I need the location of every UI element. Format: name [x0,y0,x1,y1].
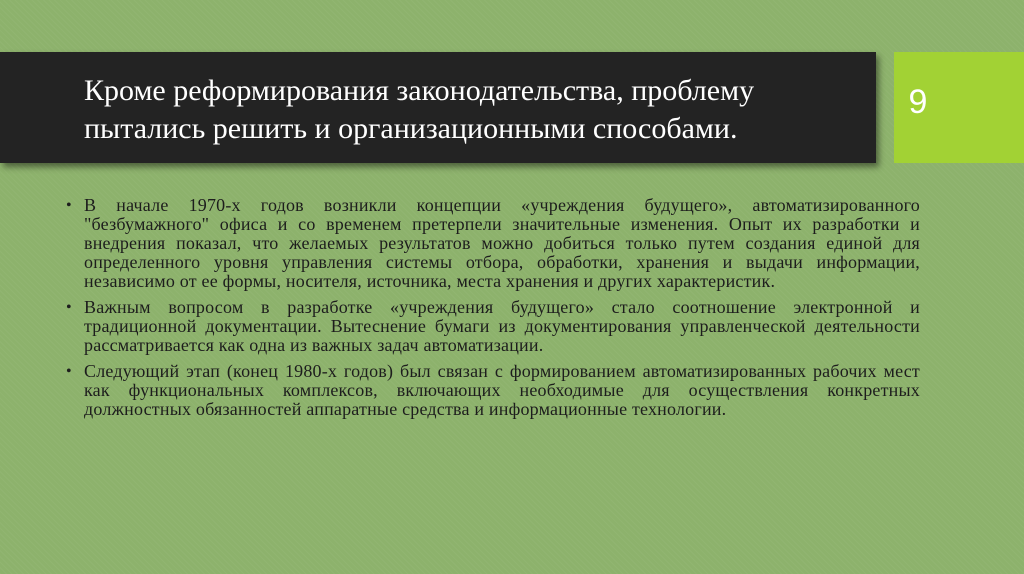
bullet-text: В начале 1970-х годов возникли концепции «учреждения будущего», автоматизированного "безбумажного" офиса и со временем претерпели значительные изменения. Опыт их разработки и внедрения показал, что желаемых результатов можно добиться только путем создания единой для определенного уровня управления системы отбора, обработки, хранения и выдачи информации, независимо от ее формы, носителя, источника, места хранения и других характеристик. [84,195,920,291]
bullet-list [64,196,920,426]
slide-title: Кроме реформирования законодательства, проблему пытались решить и организационными способами. [84,74,755,145]
list-item [64,362,920,419]
bullet-icon: • [66,197,72,214]
bullet-icon: • [66,299,72,316]
slide-number: 9 [908,83,928,121]
list-item [64,298,920,355]
bullet-text: Следующий этап (конец 1980-х годов) был связан с формированием автоматизированных рабочих мест как функциональных комплексов, включающих необходимые для осуществления конкретных должностных обязанностей аппаратные средства и информационные технологии. [84,361,920,419]
title-bar [0,52,876,163]
bullet-icon: • [66,363,72,380]
slide-number-box [894,52,1024,163]
bullet-text: Важным вопросом в разработке «учреждения будущего» стало соотношение электронной и традиционной документации. Вытеснение бумаги из документирования управленческой деятельности рассматривается как одна из важных задач автоматизации. [84,297,920,355]
list-item [64,196,920,291]
